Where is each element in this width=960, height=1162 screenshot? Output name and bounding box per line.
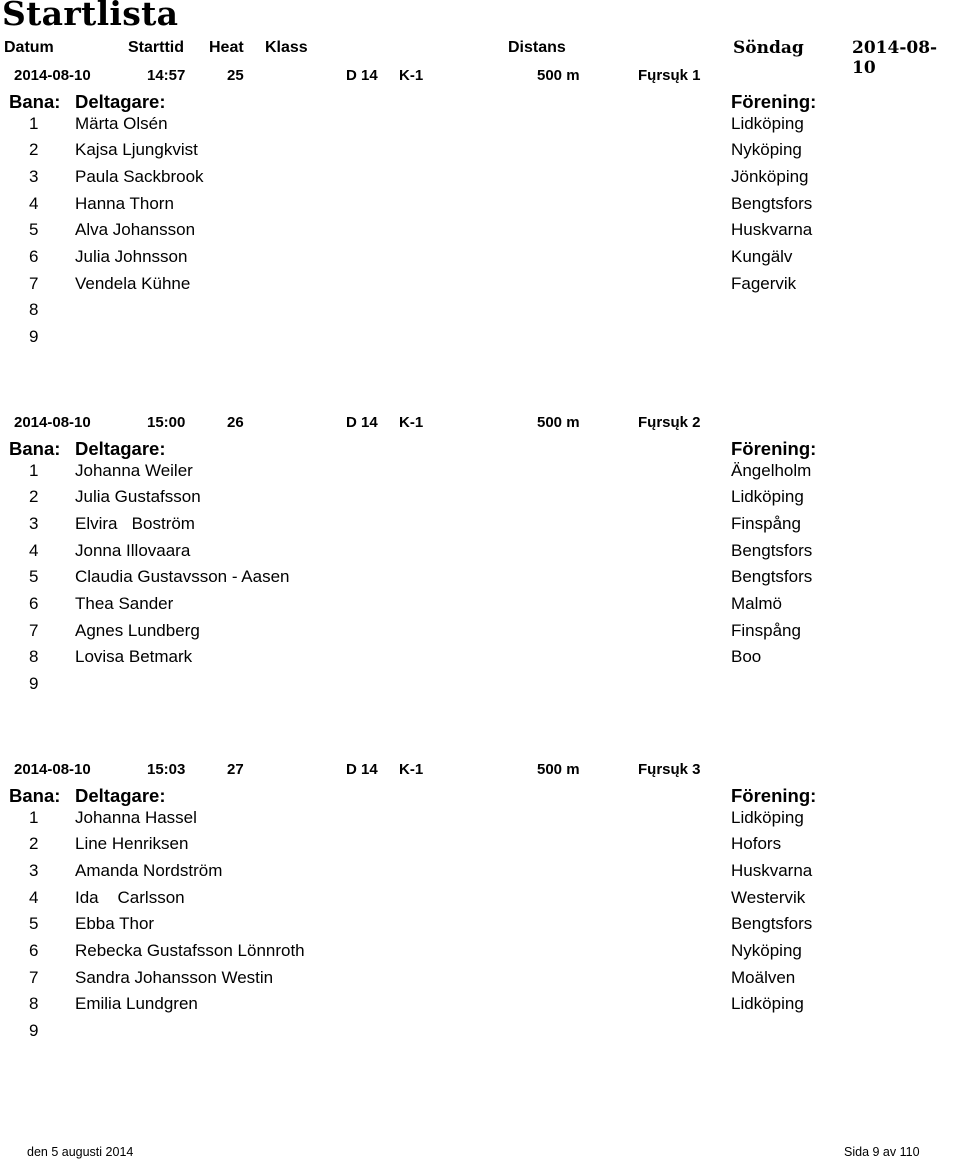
race-distance: 500 m: [537, 67, 580, 84]
participant-header: Deltagare:: [75, 785, 166, 806]
club-name: Ängelholm: [731, 461, 812, 480]
race-class: D 14: [346, 761, 378, 778]
athlete-name: Rebecka Gustafsson Lönnroth: [75, 941, 305, 960]
entry-row: [0, 220, 960, 246]
entry-row: [0, 914, 960, 940]
race-heat: 26: [227, 414, 244, 431]
club-name: Huskvarna: [731, 220, 813, 239]
athlete-name: Claudia Gustavsson - Aasen: [75, 567, 290, 586]
race-distance: 500 m: [537, 761, 580, 778]
race-boat: K-1: [399, 414, 424, 431]
race-class: D 14: [346, 67, 378, 84]
entry-row: [0, 541, 960, 567]
race-time: 14:57: [147, 67, 186, 84]
entry-row: [0, 861, 960, 887]
club-name: Moälven: [731, 968, 796, 987]
athlete-name: Line Henriksen: [75, 834, 189, 853]
athlete-name: Paula Sackbrook: [75, 167, 204, 186]
entry-row: [0, 487, 960, 513]
athlete-name: Agnes Lundberg: [75, 621, 200, 640]
participant-header: Deltagare:: [75, 91, 166, 112]
lane-number: 9: [29, 327, 39, 346]
club-name: Jönköping: [731, 167, 809, 186]
lane-number: 6: [29, 247, 39, 266]
lane-number: 6: [29, 594, 39, 613]
lane-number: 8: [29, 994, 39, 1013]
club-name: Nyköping: [731, 941, 802, 960]
entry-row: [0, 621, 960, 647]
club-name: Malmö: [731, 594, 783, 613]
lane-number: 8: [29, 647, 39, 666]
race-run: Fųrsųk 1: [638, 67, 701, 84]
entry-row: [0, 941, 960, 967]
race-distance: 500 m: [537, 414, 580, 431]
athlete-name: Johanna Weiler: [75, 461, 193, 480]
athlete-name: Julia Johnsson: [75, 247, 188, 266]
lane-number: 8: [29, 300, 39, 319]
race-time: 15:03: [147, 761, 186, 778]
lane-number: 4: [29, 541, 39, 560]
athlete-name: Vendela Kühne: [75, 274, 191, 293]
header-starttid: Starttid: [128, 39, 184, 56]
race-heat: 27: [227, 761, 244, 778]
athlete-name: Thea Sander: [75, 594, 174, 613]
club-name: Nyköping: [731, 140, 802, 159]
lane-number: 7: [29, 274, 39, 293]
race-date: 2014-08-10: [14, 761, 91, 778]
entry-row: [0, 194, 960, 220]
club-name: Kungälv: [731, 247, 793, 266]
race-date: 2014-08-10: [14, 67, 91, 84]
lane-number: 1: [29, 461, 39, 480]
lane-number: 3: [29, 167, 39, 186]
club-header: Förening:: [731, 785, 817, 806]
entry-row: [0, 968, 960, 994]
race-time: 15:00: [147, 414, 186, 431]
footer-date: den 5 augusti 2014: [27, 1145, 134, 1159]
entry-row: [0, 167, 960, 193]
lane-number: 1: [29, 114, 39, 133]
page-title: Startlista: [2, 0, 179, 33]
entry-row: [0, 594, 960, 620]
lane-header: Bana:: [9, 438, 61, 459]
page-number: Sida 9 av 110: [844, 1145, 920, 1159]
club-name: Bengtsfors: [731, 914, 813, 933]
entry-row: [0, 461, 960, 487]
lane-number: 6: [29, 941, 39, 960]
header-klass: Klass: [265, 39, 308, 56]
club-name: Hofors: [731, 834, 782, 853]
athlete-name: Amanda Nordström: [75, 861, 223, 880]
athlete-name: Lovisa Betmark: [75, 647, 193, 666]
club-name: Bengtsfors: [731, 194, 813, 213]
header-datum: Datum: [4, 39, 54, 56]
header-day: Söndag: [733, 38, 804, 58]
lane-number: 7: [29, 968, 39, 987]
lane-number: 5: [29, 220, 39, 239]
lane-number: 9: [29, 674, 39, 693]
club-name: Fagervik: [731, 274, 797, 293]
participant-header: Deltagare:: [75, 438, 166, 459]
lane-number: 9: [29, 1021, 39, 1040]
entry-row: [0, 140, 960, 166]
race-date: 2014-08-10: [14, 414, 91, 431]
lane-number: 3: [29, 514, 39, 533]
club-name: Westervik: [731, 888, 806, 907]
entry-row: [0, 327, 960, 353]
race-heat: 25: [227, 67, 244, 84]
club-header: Förening:: [731, 438, 817, 459]
race-run: Fųrsųk 3: [638, 761, 701, 778]
club-name: Lidköping: [731, 994, 804, 1013]
entry-row: [0, 514, 960, 540]
entry-row: [0, 114, 960, 140]
athlete-name: Alva Johansson: [75, 220, 196, 239]
header-distans: Distans: [508, 39, 566, 56]
club-name: Boo: [731, 647, 762, 666]
header-date: 2014-08-10: [852, 38, 938, 78]
lane-number: 2: [29, 487, 39, 506]
entry-row: [0, 300, 960, 326]
entry-row: [0, 888, 960, 914]
club-name: Finspång: [731, 621, 801, 640]
entry-row: [0, 647, 960, 673]
entry-row: [0, 274, 960, 300]
lane-number: 5: [29, 914, 39, 933]
entry-row: [0, 567, 960, 593]
athlete-name: Kajsa Ljungkvist: [75, 140, 198, 159]
club-name: Huskvarna: [731, 861, 813, 880]
athlete-name: Ebba Thor: [75, 914, 155, 933]
entry-row: [0, 808, 960, 834]
lane-number: 3: [29, 861, 39, 880]
lane-number: 4: [29, 888, 39, 907]
club-name: Bengtsfors: [731, 541, 813, 560]
club-name: Lidköping: [731, 808, 804, 827]
athlete-name: Johanna Hassel: [75, 808, 197, 827]
header-heat: Heat: [209, 39, 244, 56]
entry-row: [0, 994, 960, 1020]
race-class: D 14: [346, 414, 378, 431]
lane-number: 5: [29, 567, 39, 586]
athlete-name: Märta Olsén: [75, 114, 168, 133]
club-name: Lidköping: [731, 487, 804, 506]
athlete-name: Ida Carlsson: [75, 888, 185, 907]
club-name: Lidköping: [731, 114, 804, 133]
lane-header: Bana:: [9, 91, 61, 112]
lane-number: 4: [29, 194, 39, 213]
entry-row: [0, 674, 960, 700]
athlete-name: Julia Gustafsson: [75, 487, 201, 506]
athlete-name: Emilia Lundgren: [75, 994, 198, 1013]
lane-number: 2: [29, 140, 39, 159]
race-boat: K-1: [399, 761, 424, 778]
athlete-name: Elvira Boström: [75, 514, 195, 533]
race-run: Fųrsųk 2: [638, 414, 701, 431]
entry-row: [0, 247, 960, 273]
club-name: Finspång: [731, 514, 801, 533]
lane-header: Bana:: [9, 785, 61, 806]
entry-row: [0, 1021, 960, 1047]
lane-number: 2: [29, 834, 39, 853]
club-header: Förening:: [731, 91, 817, 112]
lane-number: 1: [29, 808, 39, 827]
athlete-name: Jonna Illovaara: [75, 541, 191, 560]
entry-row: [0, 834, 960, 860]
club-name: Bengtsfors: [731, 567, 813, 586]
race-boat: K-1: [399, 67, 424, 84]
athlete-name: Sandra Johansson Westin: [75, 968, 274, 987]
athlete-name: Hanna Thorn: [75, 194, 174, 213]
lane-number: 7: [29, 621, 39, 640]
